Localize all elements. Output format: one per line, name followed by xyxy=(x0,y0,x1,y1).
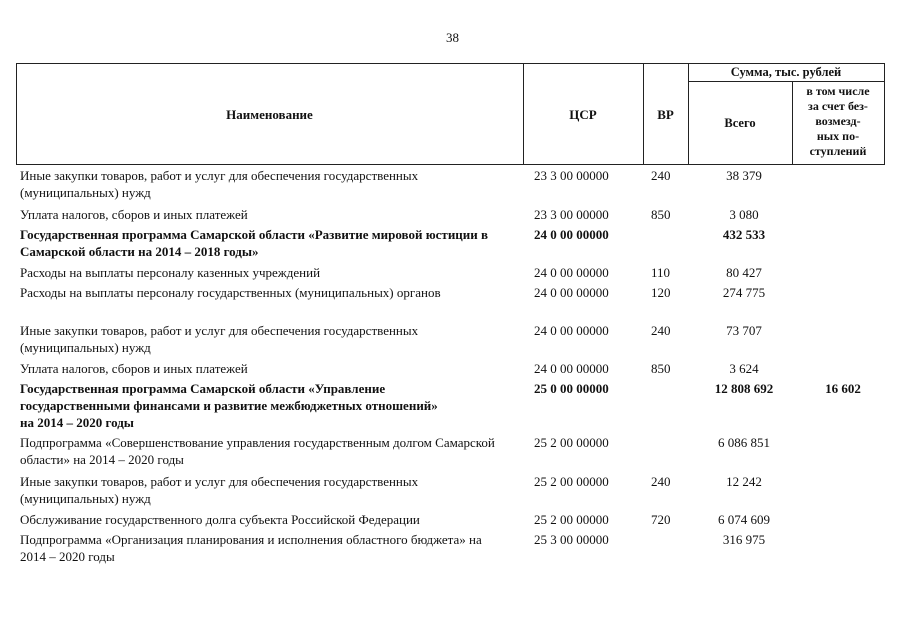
header-csr: ЦСР xyxy=(569,107,597,122)
header-incl-line: за счет без- xyxy=(808,99,868,113)
row-name: Уплата налогов, сборов и иных платежей xyxy=(20,207,248,222)
header-total: Всего xyxy=(724,116,756,130)
row-csr: 23 3 00 00000 xyxy=(534,207,609,222)
row-csr: 23 3 00 00000 xyxy=(534,168,609,183)
row-vr: 240 xyxy=(651,323,671,338)
row-csr: 24 0 00 00000 xyxy=(534,227,609,242)
header-incl xyxy=(792,84,884,159)
row-name: Расходы на выплаты персоналу казенных учреждений xyxy=(20,265,321,280)
row-total: 12 242 xyxy=(726,474,762,489)
header-sum: Сумма, тыс. рублей xyxy=(730,65,842,79)
row-name: Государственная программа Самарской области «Развитие мировой юстиции в Самарской области на 2014 – 2018 годы» xyxy=(20,227,489,259)
row-total: 3 624 xyxy=(729,361,759,376)
row-vr: 120 xyxy=(651,285,671,300)
header-top-border xyxy=(16,63,885,64)
row-name: Иные закупки товаров, работ и услуг для обеспечения государственных (муниципальных) нужд xyxy=(20,474,419,506)
header-bottom-border xyxy=(16,164,885,165)
row-vr: 850 xyxy=(651,207,671,222)
row-csr: 24 0 00 00000 xyxy=(534,361,609,376)
row-name: Иные закупки товаров, работ и услуг для обеспечения государственных (муниципальных) нужд xyxy=(20,323,419,355)
header-name: Наименование xyxy=(226,107,313,122)
row-vr: 240 xyxy=(651,474,671,489)
row-name: Расходы на выплаты персоналу государственных (муниципальных) органов xyxy=(20,285,441,300)
row-total: 274 775 xyxy=(722,285,766,300)
row-csr: 25 2 00 00000 xyxy=(534,474,609,489)
header-incl-line: в том числе xyxy=(806,84,870,98)
row-total: 12 808 692 xyxy=(714,381,774,396)
row-total: 80 427 xyxy=(726,265,762,280)
header-right-border xyxy=(884,63,885,165)
row-total: 6 074 609 xyxy=(718,512,770,527)
row-vr: 720 xyxy=(651,512,671,527)
header-incl-line: ступлений xyxy=(809,144,867,158)
row-total: 38 379 xyxy=(726,168,762,183)
row-name: Уплата налогов, сборов и иных платежей xyxy=(20,361,248,376)
row-name: Подпрограмма «Совершенствование управления государственным долгом Самарской области» на 2014 – 2020 годы xyxy=(20,435,495,467)
row-name: Подпрограмма «Организация планирования и исполнения областного бюджета» на 2014 – 2020 годы xyxy=(20,532,482,564)
row-vr: 240 xyxy=(651,168,671,183)
row-name: Обслуживание государственного долга субъекта Российской Федерации xyxy=(20,512,420,527)
table-header xyxy=(16,63,885,165)
row-total: 316 975 xyxy=(722,532,766,547)
row-csr: 24 0 00 00000 xyxy=(534,285,609,300)
row-total: 432 533 xyxy=(722,227,766,242)
row-csr: 25 0 00 00000 xyxy=(534,381,609,396)
row-csr: 24 0 00 00000 xyxy=(534,265,609,280)
header-incl-line: возмезд- xyxy=(815,114,861,128)
row-total: 73 707 xyxy=(726,323,762,338)
row-vr: 850 xyxy=(651,361,671,376)
row-name: Иные закупки товаров, работ и услуг для обеспечения государственных (муниципальных) нужд xyxy=(20,168,419,200)
row-total: 3 080 xyxy=(729,207,759,222)
row-csr: 25 2 00 00000 xyxy=(534,435,609,450)
row-name: Государственная программа Самарской области «Управление государственными финансами и развитие межбюджетных отношений» на 2014 – 2020 годы xyxy=(20,381,438,430)
sum-divider xyxy=(688,81,885,82)
row-csr: 24 0 00 00000 xyxy=(534,323,609,338)
row-csr: 25 3 00 00000 xyxy=(534,532,609,547)
header-incl-line: ных по- xyxy=(816,129,860,143)
header-vr: ВР xyxy=(657,107,674,122)
row-csr: 25 2 00 00000 xyxy=(534,512,609,527)
row-vr: 110 xyxy=(651,265,671,280)
row-extra: 16 602 xyxy=(825,381,861,396)
row-total: 6 086 851 xyxy=(718,435,770,450)
page-number: 38 xyxy=(446,30,459,45)
